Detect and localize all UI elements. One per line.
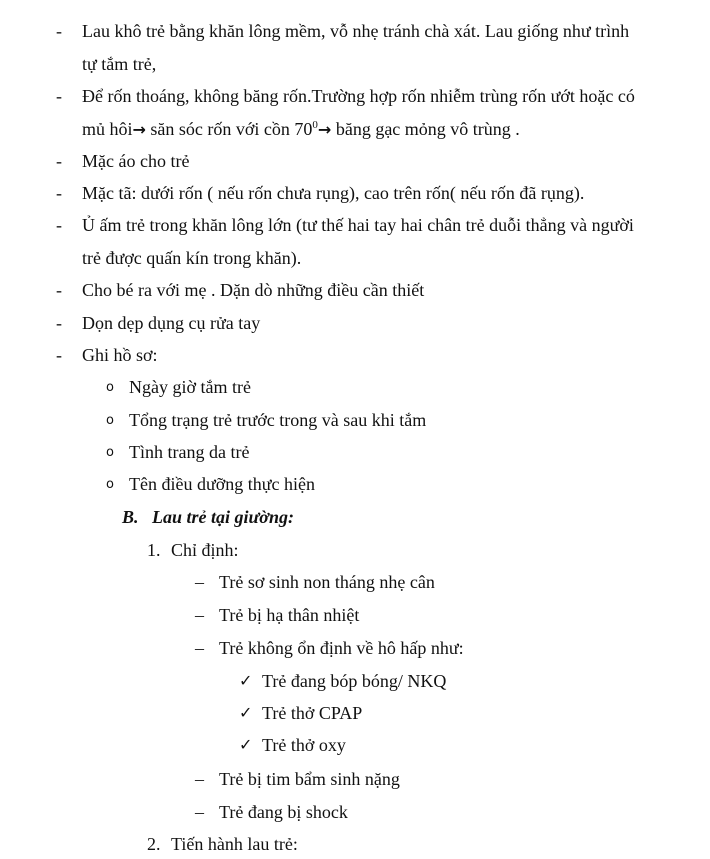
degree-superscript: 0: [312, 119, 318, 131]
circle-bullet: o: [106, 477, 114, 492]
item-navel-line2: [82, 118, 520, 141]
navel-text-c: băng gạc mỏng vô trùng .: [331, 119, 520, 139]
record-item: Tổng trạng trẻ trước trong và sau khi tắm: [129, 410, 427, 430]
section-b-label: B.: [122, 507, 139, 527]
checkmark-icon: ✓: [239, 703, 253, 722]
indication-item: Trẻ đang bị shock: [219, 802, 348, 822]
indication-item: Trẻ sơ sinh non tháng nhẹ cân: [219, 572, 435, 592]
circle-bullet: o: [106, 445, 114, 460]
dash-bullet: -: [56, 215, 62, 235]
item-diaper: Mặc tã: dưới rốn ( nếu rốn chưa rụng), cao trên rốn( nếu rốn đã rụng).: [82, 183, 585, 203]
item-clean-up: Dọn dẹp dụng cụ rửa tay: [82, 313, 261, 333]
record-item: Tên điều dưỡng thực hiện: [129, 474, 315, 494]
respiratory-item: Trẻ đang bóp bóng/ NKQ: [262, 671, 447, 691]
respiratory-item: Trẻ thở CPAP: [262, 703, 363, 723]
item-warm-line1: Ủ ấm trẻ trong khăn lông lớn (tư thế hai tay hai chân trẻ duỗi thẳng và người: [82, 215, 634, 235]
dash-bullet: -: [56, 183, 62, 203]
endash-bullet: –: [195, 572, 204, 592]
checkmark-icon: ✓: [239, 671, 253, 690]
section-b-title: Lau trẻ tại giường:: [152, 507, 294, 527]
circle-bullet: o: [106, 413, 114, 428]
sub1-number: 1.: [147, 540, 161, 560]
checkmark-icon: ✓: [239, 735, 253, 754]
dash-bullet: -: [56, 21, 62, 41]
circle-bullet: o: [106, 380, 114, 395]
arrow-icon: →: [317, 120, 332, 139]
endash-bullet: –: [195, 605, 204, 625]
endash-bullet: –: [195, 638, 204, 658]
item-return-to-mother: Cho bé ra với mẹ . Dặn dò những điều cần thiết: [82, 280, 425, 300]
indication-item: Trẻ không ổn định về hô hấp như:: [219, 638, 464, 658]
navel-text-a: mủ hôi: [82, 119, 133, 139]
item-dress-shirt: Mặc áo cho trẻ: [82, 151, 190, 171]
item-dry-baby-line2: tự tắm trẻ,: [82, 54, 157, 74]
dash-bullet: -: [56, 313, 62, 333]
item-record: Ghi hồ sơ:: [82, 345, 158, 365]
respiratory-item: Trẻ thở oxy: [262, 735, 346, 755]
indication-item: Trẻ bị hạ thân nhiệt: [219, 605, 360, 625]
dash-bullet: -: [56, 151, 62, 171]
indication-item: Trẻ bị tim bẩm sinh nặng: [219, 769, 400, 789]
sub2-number: 2.: [147, 834, 161, 854]
item-warm-line2: trẻ được quấn kín trong khăn).: [82, 248, 302, 268]
record-item: Tình trang da trẻ: [129, 442, 250, 462]
sub1-title: Chỉ định:: [171, 540, 239, 560]
dash-bullet: -: [56, 345, 62, 365]
navel-text-b: săn sóc rốn với cồn 70: [145, 119, 313, 139]
endash-bullet: –: [195, 802, 204, 822]
sub2-title: Tiến hành lau trẻ:: [171, 834, 298, 854]
arrow-icon: →: [132, 120, 146, 139]
item-navel-line1: Để rốn thoáng, không băng rốn.Trường hợp rốn nhiễm trùng rốn ướt hoặc có: [82, 86, 635, 106]
record-item: Ngày giờ tắm trẻ: [129, 377, 251, 397]
dash-bullet: -: [56, 280, 62, 300]
endash-bullet: –: [195, 769, 204, 789]
item-dry-baby-line1: Lau khô trẻ bằng khăn lông mềm, vỗ nhẹ tránh chà xát. Lau giống như trình: [82, 21, 630, 41]
dash-bullet: -: [56, 86, 62, 106]
